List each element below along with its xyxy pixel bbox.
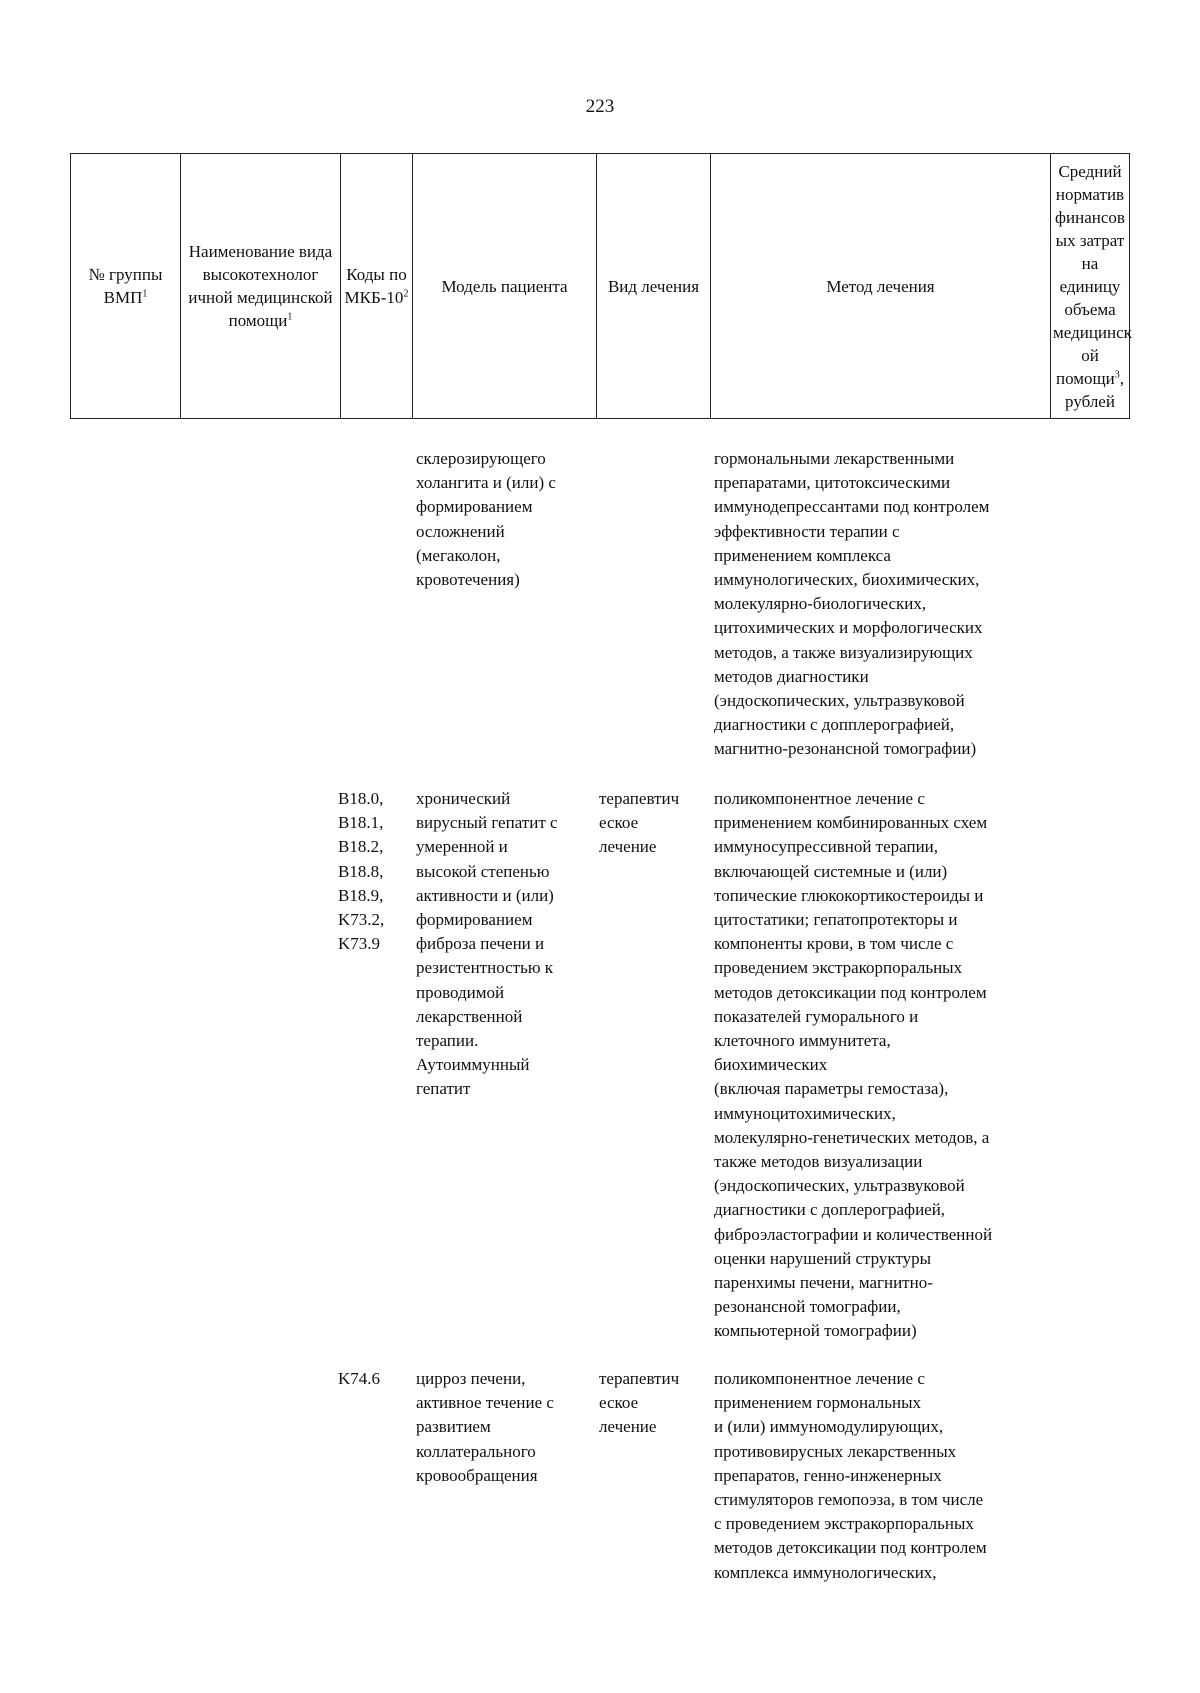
text-line: паренхимы печени, магнитно-	[714, 1273, 933, 1293]
text-line: молекулярно-биологических,	[714, 594, 927, 614]
text-line: гормональными лекарственными	[714, 449, 955, 468]
text-line: формированием	[416, 497, 533, 517]
treatment-kind-cell	[599, 1367, 709, 1440]
text-line: осложнений	[416, 521, 505, 541]
text-line: (эндоскопических, ультразвуковой	[714, 1176, 965, 1196]
text-line: цитохимических и морфологических	[714, 618, 983, 638]
text-line: формированием	[416, 910, 533, 930]
text-line: резистентностью к	[416, 958, 554, 978]
header-group: № группы ВМП$^1$	[71, 154, 181, 419]
patient-model-cell	[416, 1367, 592, 1488]
table-header	[70, 153, 1130, 419]
text-line: препаратов, генно-инженерных	[714, 1465, 942, 1485]
text-line: препаратами, цитотоксическими	[714, 473, 951, 493]
text-line: магнитно-резонансной томографии)	[714, 739, 977, 759]
text-line: (мегаколон,	[416, 545, 501, 565]
text-line: диагностики с допплерографией,	[714, 715, 955, 735]
text-line: лечение	[599, 1417, 657, 1437]
text-line: цитостатики; гепатопротекторы и	[714, 910, 958, 930]
patient-model-cell	[416, 447, 592, 592]
text-line: K73.2,	[338, 910, 385, 930]
text-line: эффективности терапии с	[714, 521, 900, 541]
text-line: лекарственной	[416, 1006, 523, 1026]
text-line: холангита и (или) с	[416, 473, 556, 493]
text-line: высокой степенью	[416, 861, 550, 881]
text-line: иммунодепрессантами под контролем	[714, 497, 990, 517]
text-line: хронический	[416, 789, 511, 808]
text-line: коллатерального	[416, 1441, 536, 1461]
text-line: цирроз печени,	[416, 1369, 526, 1388]
header-name: Наименование вида высокотехнолог ичной медицинской помощи$^1$	[181, 154, 341, 419]
text-line: с проведением экстракорпоральных	[714, 1514, 974, 1534]
text-line: методов диагностики	[714, 666, 869, 686]
text-line: также методов визуализации	[714, 1152, 923, 1172]
text-line: Аутоиммунный	[416, 1055, 530, 1075]
codes-cell	[338, 787, 400, 956]
text-line: B18.1,	[338, 813, 384, 833]
text-line: стимуляторов гемопоэза, в том числе	[714, 1490, 984, 1510]
text-line: противовирусных лекарственных	[714, 1441, 957, 1461]
text-line: методов детоксикации под контролем	[714, 1538, 987, 1558]
text-line: методов детоксикации под контролем	[714, 982, 987, 1002]
text-line: B18.0,	[338, 789, 384, 808]
treatment-method-cell	[714, 447, 1054, 762]
text-line: клеточного иммунитета,	[714, 1031, 891, 1051]
text-line: биохимических	[714, 1055, 828, 1075]
text-line: проводимой	[416, 982, 505, 1002]
header-codes: Коды по МКБ-$10^2$	[341, 154, 413, 419]
codes-cell	[338, 1367, 400, 1391]
patient-model-cell	[416, 787, 592, 1102]
text-line: применением комплекса	[714, 545, 891, 565]
header-cost: Средний норматив финансов ых затрат на единицу объема медицинск ой помощи$^3$, рублей	[1051, 154, 1130, 419]
text-line: оценки нарушений структуры	[714, 1248, 932, 1268]
header-model: Модель пациента	[413, 154, 597, 419]
text-line: компоненты крови, в том числе с	[714, 934, 954, 954]
text-line: B18.9,	[338, 885, 384, 905]
text-line: терапевтич	[599, 789, 680, 808]
text-line: кровообращения	[416, 1465, 538, 1485]
text-line: фиброза печени и	[416, 934, 545, 954]
text-line: умеренной и	[416, 837, 508, 857]
text-line: иммуноцитохимических,	[714, 1103, 896, 1123]
text-line: проведением экстракорпоральных	[714, 958, 963, 978]
treatment-method-cell	[714, 787, 1054, 1344]
header-kind: Вид лечения	[597, 154, 711, 419]
text-line: вирусный гепатит с	[416, 813, 558, 833]
text-line: топические глюкокортикостероиды и	[714, 885, 984, 905]
text-line: гепатит	[416, 1079, 471, 1099]
text-line: поликомпонентное лечение с	[714, 1369, 925, 1388]
text-line: активности и (или)	[416, 885, 554, 905]
text-line: применением гормональных	[714, 1393, 921, 1413]
text-line: терапевтич	[599, 1369, 680, 1388]
text-line: показателей гуморального и	[714, 1006, 919, 1026]
text-line: еское	[599, 813, 639, 833]
text-line: резонансной томографии,	[714, 1297, 901, 1317]
text-line: диагностики с доплерографией,	[714, 1200, 946, 1220]
text-line: терапии.	[416, 1031, 479, 1051]
text-line: молекулярно-генетических методов, а	[714, 1127, 990, 1147]
treatment-method-cell	[714, 1367, 1054, 1585]
text-line: фиброэластографии и количественной	[714, 1224, 993, 1244]
text-line: лечение	[599, 837, 657, 857]
text-line: применением комбинированных схем	[714, 813, 988, 833]
text-line: компьютерной томографии)	[714, 1321, 917, 1341]
text-line: K73.9	[338, 934, 381, 954]
text-line: склерозирующего	[416, 449, 546, 468]
treatment-kind-cell	[599, 787, 709, 860]
text-line: поликомпонентное лечение с	[714, 789, 925, 808]
text-line: и (или) иммуномодулирующих,	[714, 1417, 944, 1437]
text-line: (включая параметры гемостаза),	[714, 1079, 949, 1099]
text-line: B18.8,	[338, 861, 384, 881]
text-line: активное течение с	[416, 1393, 554, 1413]
text-line: (эндоскопических, ультразвуковой	[714, 691, 965, 711]
text-line: иммуносупрессивной терапии,	[714, 837, 939, 857]
text-line: кровотечения)	[416, 570, 520, 590]
text-line: развитием	[416, 1417, 491, 1437]
text-line: комплекса иммунологических,	[714, 1562, 937, 1582]
text-line: методов, а также визуализирующих	[714, 642, 973, 662]
text-line: иммунологических, биохимических,	[714, 570, 980, 590]
text-line: включающей системные и (или)	[714, 861, 948, 881]
header-method: Метод лечения	[711, 154, 1051, 419]
text-line: еское	[599, 1393, 639, 1413]
page-number: 223	[585, 96, 615, 117]
text-line: B18.2,	[338, 837, 384, 857]
text-line: K74.6	[338, 1369, 381, 1388]
